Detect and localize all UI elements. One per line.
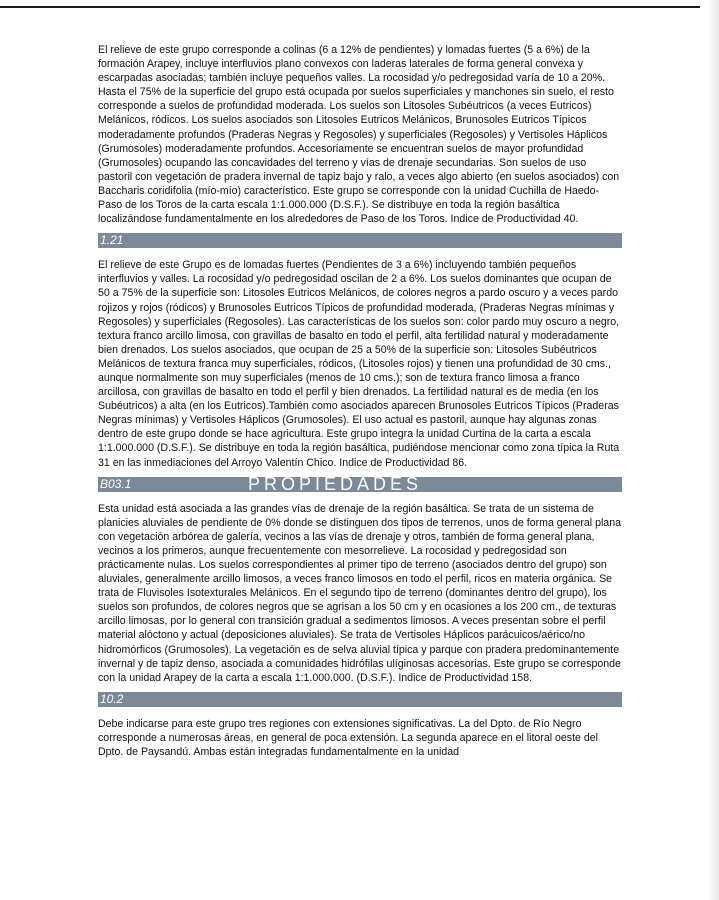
section-label: 10.2 — [100, 691, 124, 706]
section-header-b03-1 — [98, 477, 622, 492]
paragraph-grupo-b03-1: Esta unidad está asociada a las grandes vías de drenaje de la región basáltica. Se trata de un sistema de planicies aluviales de pendiente de 0% donde se distinguen dos tipos de terrenos, unos de forma general plana con vegetación arbórea de galería, vecinos a las vías de drenaje y otros, también de forma general plana, vecinos a los primeros, aunque frecuentemente con mesorrelieve. La rocosidad y pedregosidad son prácticamente nulas. Los suelos correspondientes al primer tipo de terreno (asociados dentro del grupo) son aluviales, generalmente arcillo limosos, a veces franco limosos en todo el perfil, ricos en materia orgánica. Se trata de Fluvisoles Isotexturales Melánicos. En el segundo tipo de terreno (dominantes dentro del grupo), los suelos son profundos, de colores negros que se agrisan a los 50 cm y en ocasiones a los 200 cm., de texturas arcillo limosas, por lo general con transición gradual a sedimentos limosos. A veces presentan sobre el perfil material alóctono y actual (deposiciones aluviales). Se trata de Vertisoles Háplicos parácuicos/aérico/no hidromórficos (Grumosoles). La vegetación es de selva aluvial típica y parque con pradera predominantemente invernal y de tapiz denso, asociada a comunidades hidrófilas ulíginosas accesorias. Este grupo se corresponde con la unidad Arapey de la carta a escala 1:1.000.000. (D.S.F.). Indice de Productividad 158. — [98, 502, 621, 684]
paragraph-grupo-10-2: Debe indicarse para este grupo tres regiones con extensiones significativas. La del Dpto. de Río Negro corresponde a numerosas áreas, en general de poca extensión. La segunda aparece en el litoral oeste del Dpto. de Paysandú. Ambas están integradas fundamentalmente en la unidad — [98, 717, 599, 759]
section-label: 1.21 — [100, 233, 124, 248]
section-header-1-21 — [98, 233, 622, 248]
top-rule — [0, 6, 700, 8]
document-page — [98, 43, 622, 759]
paragraph-grupo-intro: El relieve de este grupo corresponde a colinas (6 a 12% de pendientes) y lomadas fuertes (5 a 6%) de la formación Arapey, incluye interfluvios plano convexos con laderas laterales de forma general convexa y escarpadas asociadas; también incluye pequeños valles. La rocosidad y/o pedregosidad varía de 10 a 20%. Hasta el 75% de la superficie del grupo está ocupada por suelos superficiales y manchones sin suelo, el resto corresponde a suelos de profundidad moderada. Los suelos son Litosoles Subéutricos (a veces Eutricos) Melánicos, ródicos. Los suelos asociados son Litosoles Eutricos Melánicos, Brunosoles Eutricos Típicos moderadamente profundos (Praderas Negras y Regosoles) y superficiales (Regosoles) y Vertisoles Háplicos (Grumosoles) moderadamente profundos. Accesoriamente se encuentran suelos de mayor profundidad (Grumosoles) ocupando las concavidades del terreno y vías de drenaje secundarias. Son suelos de uso pastoril con vegetación de pradera invernal de tapiz bajo y ralo, a veces algo abierto (en suelos asociados) con Baccharis coridifolia (mío-mío) característico. Este grupo se corresponde con la unidad Cuchilla de Haedo-Paso de los Toros de la carta escala 1:1.000.000 (D.S.F.). Se distribuye en toda la región basáltica localizándose fundamentalmente en los alrededores de Paso de los Toros. Indice de Productividad 40. — [98, 44, 620, 226]
page-edge-shadow — [707, 0, 719, 900]
section-label: B03.1 — [100, 476, 132, 491]
paragraph-grupo-1-21: El relieve de este Grupo es de lomadas fuertes (Pendientes de 3 a 6%) incluyendo también pequeños interfluvios y valles. La rocosidad y/o pedregosidad oscilan de 2 a 6%. Los suelos dominantes que ocupan de 50 a 75% de la superficie son: Litosoles Eutricos Melánicos, de colores negros a pardo oscuro y a veces pardo rojizos y rojos (ródicos) y Brunosoles Eutricos Típicos de profundidad moderada, (Praderas Negras mínimas y Regosoles) y superficiales (Regosoles). Las características de los suelos son: color pardo muy oscuro a negro, textura franco arcillo limosa, con gravillas de basalto en todo el perfil, alta fertilidad natural y moderadamente bien drenados. Los suelos asociados, que ocupan de 25 a 50% de la superficie son: Litosoles Subéutricos Melánicos de textura franca muy superficiales, ródicos, (Litosoles rojos) y tienen una profundidad de 30 cms., aunque normalmente son muy superficiales (menos de 10 cms.); son de textura franco limosa a franco arcillosa, con gravillas de basalto en todo el perfil y bien drenados. La fertilidad natural es de media (en los Subéutricos) a alta (en los Eutricos).También como asociados aparecen Brunosoles Eutricos Típicos (Praderas Negras mínimas) y Vertisoles Háplicos (Grumosoles). El uso actual es pastoril, aunque hay algunas zonas dentro de este grupo donde se hace agricultura. Este grupo integra la unidad Curtina de la carta a escala 1:1.000.000 (D.S.F.). Se distribuye en toda la región basáltica, pudiéndose mencionar como zona típica la Ruta 31 en las inmediaciones del Arroyo Valentín Chico. Indice de Productividad 86. — [98, 259, 620, 469]
watermark-propiedades: PROPIEDADES — [248, 476, 423, 492]
section-header-10-2 — [98, 692, 622, 707]
